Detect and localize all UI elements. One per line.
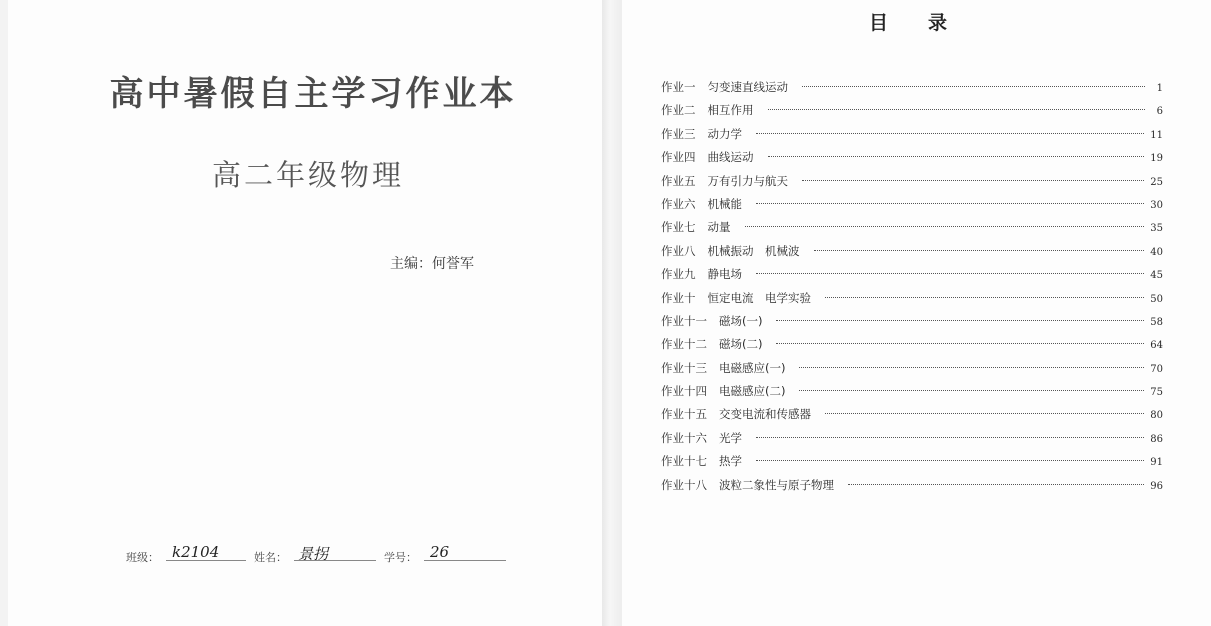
toc-leader-dots xyxy=(756,437,1144,438)
toc-entry-number: 作业十三 xyxy=(661,360,707,375)
toc-entry xyxy=(661,173,1163,196)
toc-leader-dots xyxy=(776,343,1144,344)
toc-entry-page: 19 xyxy=(1150,153,1163,165)
toc-entry-number: 作业四 xyxy=(661,150,696,165)
toc-entry-page: 40 xyxy=(1150,246,1163,258)
toc-entry xyxy=(661,313,1163,336)
toc-entry xyxy=(661,336,1163,359)
toc-entry xyxy=(661,406,1163,429)
toc-entry-number: 作业五 xyxy=(661,173,696,188)
page-gutter xyxy=(602,0,622,626)
toc-page xyxy=(622,0,1211,626)
student-id-field xyxy=(384,543,506,563)
toc-entry-number: 作业十七 xyxy=(661,454,707,469)
toc-entry-number: 作业九 xyxy=(661,267,696,282)
toc-entry xyxy=(661,79,1163,102)
toc-entry-number: 作业十二 xyxy=(661,337,707,352)
toc-entry xyxy=(661,266,1163,289)
toc-entry-number: 作业十 xyxy=(661,290,696,305)
toc-leader-dots xyxy=(825,297,1144,298)
student-id-label: 学号： xyxy=(384,551,417,564)
toc-entry-page: 96 xyxy=(1150,480,1163,492)
toc-entry-title: 波粒二象性与原子物理 xyxy=(719,477,834,492)
toc-leader-dots xyxy=(776,320,1144,321)
toc-entry xyxy=(661,102,1163,125)
toc-entry-page: 50 xyxy=(1150,293,1163,305)
toc-entry-page: 91 xyxy=(1150,457,1163,469)
cover-page xyxy=(8,0,602,626)
toc-leader-dots xyxy=(799,367,1144,368)
toc-entry-page: 25 xyxy=(1150,176,1163,188)
toc-entry xyxy=(661,453,1163,476)
toc-leader-dots xyxy=(825,413,1144,414)
toc-list xyxy=(661,79,1163,500)
class-handwriting: k2104 xyxy=(172,543,220,561)
toc-leader-dots xyxy=(768,156,1145,157)
toc-entry xyxy=(661,149,1163,172)
toc-entry-title: 曲线运动 xyxy=(707,150,754,165)
toc-entry-number: 作业二 xyxy=(661,103,696,118)
toc-entry xyxy=(661,219,1163,242)
toc-entry xyxy=(661,383,1163,406)
toc-entry-title: 电磁感应(二) xyxy=(719,384,786,399)
toc-entry-title: 磁场(二) xyxy=(719,337,763,352)
toc-entry-page: 58 xyxy=(1150,316,1163,328)
toc-entry-page: 70 xyxy=(1150,363,1163,375)
toc-entry xyxy=(661,126,1163,149)
toc-leader-dots xyxy=(756,273,1144,274)
toc-entry xyxy=(661,430,1163,453)
student-id-underline xyxy=(424,560,506,561)
toc-entry-page: 64 xyxy=(1150,340,1163,352)
toc-leader-dots xyxy=(756,460,1144,461)
class-field xyxy=(126,543,246,563)
toc-entry-title: 恒定电流 电学实验 xyxy=(707,290,811,305)
toc-entry-title: 光学 xyxy=(719,430,742,445)
toc-entry xyxy=(661,290,1163,313)
toc-entry-page: 35 xyxy=(1150,223,1163,235)
toc-leader-dots xyxy=(756,203,1144,204)
toc-entry-page: 11 xyxy=(1150,129,1163,141)
toc-entry-title: 相互作用 xyxy=(707,103,754,118)
toc-entry-title: 静电场 xyxy=(707,267,742,282)
toc-entry-page: 45 xyxy=(1150,270,1163,282)
toc-entry-number: 作业一 xyxy=(661,80,696,94)
toc-entry-title: 电磁感应(一) xyxy=(719,360,786,375)
cover-subtitle: 高二年级物理 xyxy=(211,158,404,192)
toc-leader-dots xyxy=(799,390,1144,391)
cover-editor: 主编：何誉军 xyxy=(390,256,474,272)
toc-entry-number: 作业六 xyxy=(661,196,696,211)
toc-entry-page: 75 xyxy=(1150,387,1163,399)
class-label: 班级： xyxy=(126,551,159,564)
toc-entry-page: 86 xyxy=(1150,433,1163,445)
toc-leader-dots xyxy=(802,180,1144,181)
toc-leader-dots xyxy=(802,86,1145,87)
toc-entry-number: 作业十一 xyxy=(661,313,707,328)
toc-entry-title: 动量 xyxy=(707,220,731,235)
toc-entry-number: 作业十六 xyxy=(661,430,707,445)
toc-entry-title: 磁场(一) xyxy=(719,313,763,328)
toc-entry-title: 交变电流和传感器 xyxy=(719,407,811,422)
name-underline xyxy=(294,560,376,561)
toc-entry-page: 30 xyxy=(1150,199,1163,211)
toc-entry-number: 作业八 xyxy=(661,243,696,258)
toc-entry-number: 作业七 xyxy=(661,220,696,235)
toc-heading: 目录 xyxy=(869,12,988,34)
toc-entry xyxy=(661,196,1163,219)
class-underline xyxy=(166,560,246,561)
name-label: 姓名： xyxy=(254,551,287,564)
toc-entry xyxy=(661,243,1163,266)
toc-entry-title: 万有引力与航天 xyxy=(707,173,788,188)
toc-leader-dots xyxy=(768,109,1146,110)
toc-leader-dots xyxy=(756,133,1144,134)
student-id-handwriting: 26 xyxy=(430,543,450,561)
toc-entry-number: 作业三 xyxy=(661,126,696,141)
name-handwriting: 景拐 xyxy=(298,545,329,563)
toc-entry-title: 机械能 xyxy=(707,196,742,211)
toc-leader-dots xyxy=(745,226,1145,227)
toc-entry xyxy=(661,477,1163,500)
name-field xyxy=(254,543,376,563)
toc-entry-page: 1 xyxy=(1156,83,1163,94)
toc-entry-number: 作业十四 xyxy=(661,384,707,399)
toc-leader-dots xyxy=(848,484,1144,485)
toc-entry-number: 作业十八 xyxy=(661,477,707,492)
toc-entry-title: 动力学 xyxy=(707,126,742,141)
toc-entry-number: 作业十五 xyxy=(661,407,707,422)
toc-entry-title: 匀变速直线运动 xyxy=(707,80,788,94)
cover-title: 高中暑假自主学习作业本 xyxy=(109,74,517,114)
toc-leader-dots xyxy=(814,250,1145,251)
toc-entry-page: 6 xyxy=(1156,106,1163,118)
toc-entry-title: 机械振动 机械波 xyxy=(707,243,800,258)
toc-entry xyxy=(661,360,1163,383)
toc-entry-page: 80 xyxy=(1150,410,1163,422)
toc-entry-title: 热学 xyxy=(719,454,742,469)
